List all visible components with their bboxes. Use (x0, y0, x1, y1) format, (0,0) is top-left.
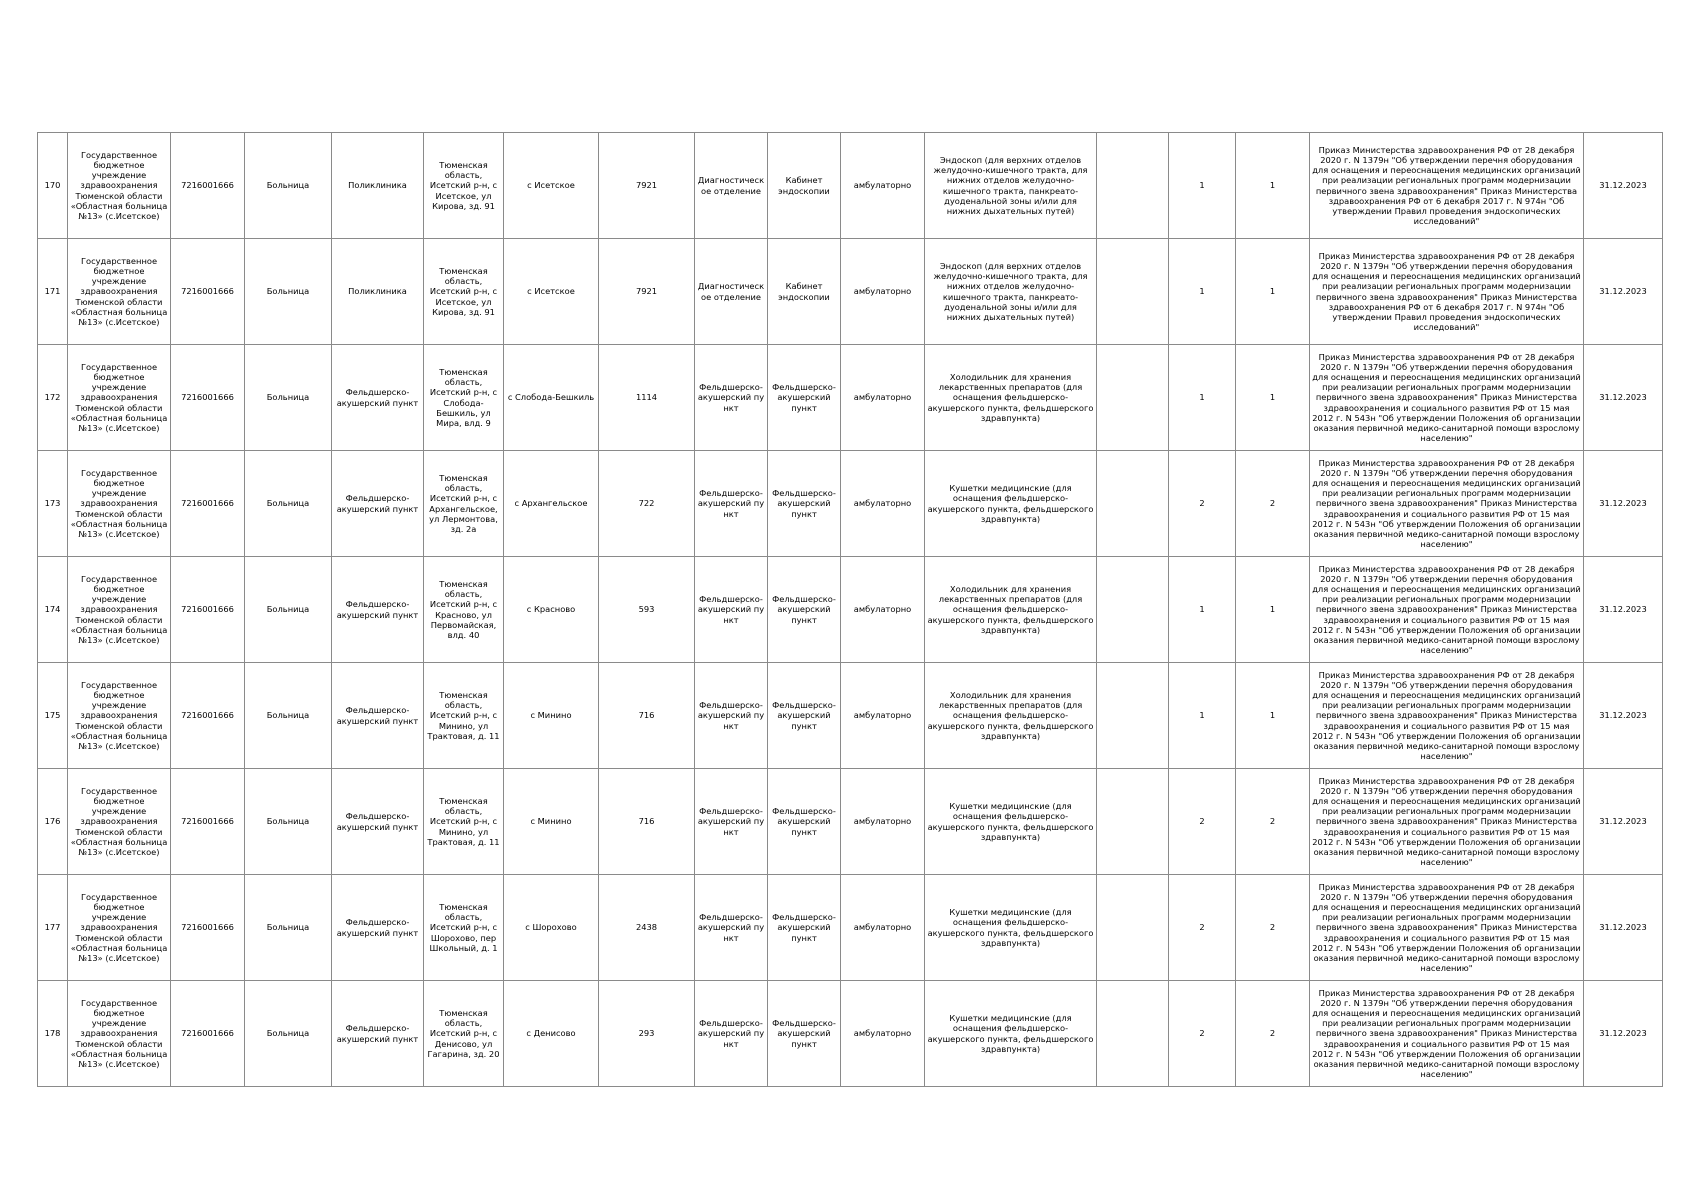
unit-cell: Поликлиника (332, 133, 424, 239)
care-mode-cell: амбулаторно (841, 557, 925, 663)
empty-cell-1 (1097, 239, 1169, 345)
empty-cell-1 (1097, 875, 1169, 981)
quantity-cell-2: 1 (1236, 345, 1310, 451)
empty-cell-1 (1097, 133, 1169, 239)
organization-cell: Государственное бюджетное учреждение здравоохранения Тюменской области «Областная больница №13» (с.Исетское) (68, 663, 171, 769)
equipment-table (37, 132, 1663, 1087)
quantity-cell-1: 1 (1169, 345, 1236, 451)
inn-cell: 7216001666 (171, 345, 245, 451)
row-number-cell: 177 (38, 875, 68, 981)
department-cell: Фельдшерско-акушерский пункт (695, 451, 768, 557)
equipment-cell: Кушетки медицинские (для оснащения фельдшерско-акушерского пункта, фельдшерского здравпункта) (925, 451, 1097, 557)
locality-cell: с Красново (504, 557, 599, 663)
care-mode-cell: амбулаторно (841, 451, 925, 557)
equipment-cell: Кушетки медицинские (для оснащения фельдшерско-акушерского пункта, фельдшерского здравпункта) (925, 981, 1097, 1087)
table-row (38, 981, 1663, 1087)
department-cell: Фельдшерско-акушерский пункт (695, 557, 768, 663)
row-number-cell: 170 (38, 133, 68, 239)
address-cell: Тюменская область, Исетский р-н, с Шорохово, пер Школьный, д. 1 (424, 875, 504, 981)
quantity-cell-1: 1 (1169, 557, 1236, 663)
equipment-cell: Холодильник для хранения лекарственных препаратов (для оснащения фельдшерско-акушерского пункта, фельдшерского здравпункта) (925, 663, 1097, 769)
equipment-cell: Холодильник для хранения лекарственных препаратов (для оснащения фельдшерско-акушерского пункта, фельдшерского здравпункта) (925, 345, 1097, 451)
department-cell: Фельдшерско-акушерский пункт (695, 769, 768, 875)
equipment-cell: Холодильник для хранения лекарственных препаратов (для оснащения фельдшерско-акушерского пункта, фельдшерского здравпункта) (925, 557, 1097, 663)
population-cell: 2438 (599, 875, 695, 981)
due-date-cell: 31.12.2023 (1584, 875, 1663, 981)
due-date-cell: 31.12.2023 (1584, 345, 1663, 451)
organization-cell: Государственное бюджетное учреждение здравоохранения Тюменской области «Областная больница №13» (с.Исетское) (68, 345, 171, 451)
row-number-cell: 173 (38, 451, 68, 557)
room-cell: Фельдшерско-акушерский пункт (768, 875, 841, 981)
organization-cell: Государственное бюджетное учреждение здравоохранения Тюменской области «Областная больница №13» (с.Исетское) (68, 451, 171, 557)
table-row (38, 557, 1663, 663)
locality-cell: с Минино (504, 769, 599, 875)
locality-cell: с Слобода-Бешкиль (504, 345, 599, 451)
quantity-cell-2: 2 (1236, 769, 1310, 875)
regulation-cell: Приказ Министерства здравоохранения РФ от 28 декабря 2020 г. N 1379н "Об утверждении перечня оборудования для оснащения и переоснащения медицинских организаций при реализации региональных программ модернизации первичного звена здравоохранения" Приказ Министерства здравоохранения РФ от 6 декабря 2017 г. N 974н "Об утверждении Правил проведения эндоскопических исследований" (1310, 239, 1584, 345)
quantity-cell-1: 1 (1169, 133, 1236, 239)
unit-cell: Фельдшерско-акушерский пункт (332, 875, 424, 981)
quantity-cell-2: 2 (1236, 451, 1310, 557)
institution-type-cell: Больница (245, 557, 332, 663)
inn-cell: 7216001666 (171, 769, 245, 875)
room-cell: Фельдшерско-акушерский пункт (768, 663, 841, 769)
table-row (38, 133, 1663, 239)
population-cell: 716 (599, 663, 695, 769)
quantity-cell-2: 1 (1236, 239, 1310, 345)
regulation-cell: Приказ Министерства здравоохранения РФ от 28 декабря 2020 г. N 1379н "Об утверждении перечня оборудования для оснащения и переоснащения медицинских организаций при реализации региональных программ модернизации первичного звена здравоохранения" Приказ Министерства здравоохранения и социального развития РФ от 15 мая 2012 г. N 543н "Об утверждении Положения об организации оказания первичной медико-санитарной помощи взрослому населению" (1310, 875, 1584, 981)
unit-cell: Фельдшерско-акушерский пункт (332, 769, 424, 875)
care-mode-cell: амбулаторно (841, 981, 925, 1087)
address-cell: Тюменская область, Исетский р-н, с Исетское, ул Кирова, зд. 91 (424, 239, 504, 345)
unit-cell: Поликлиника (332, 239, 424, 345)
institution-type-cell: Больница (245, 981, 332, 1087)
row-number-cell: 174 (38, 557, 68, 663)
institution-type-cell: Больница (245, 133, 332, 239)
equipment-cell: Эндоскоп (для верхних отделов желудочно-кишечного тракта, для нижних отделов желудочно-кишечного тракта, панкреато-дуоденальной зоны и/или для нижних дыхательных путей) (925, 133, 1097, 239)
inn-cell: 7216001666 (171, 239, 245, 345)
organization-cell: Государственное бюджетное учреждение здравоохранения Тюменской области «Областная больница №13» (с.Исетское) (68, 133, 171, 239)
locality-cell: с Минино (504, 663, 599, 769)
due-date-cell: 31.12.2023 (1584, 981, 1663, 1087)
room-cell: Кабинет эндоскопии (768, 239, 841, 345)
quantity-cell-2: 2 (1236, 875, 1310, 981)
locality-cell: с Денисово (504, 981, 599, 1087)
institution-type-cell: Больница (245, 663, 332, 769)
department-cell: Фельдшерско-акушерский пункт (695, 345, 768, 451)
address-cell: Тюменская область, Исетский р-н, с Исетское, ул Кирова, зд. 91 (424, 133, 504, 239)
row-number-cell: 171 (38, 239, 68, 345)
table-row (38, 875, 1663, 981)
regulation-cell: Приказ Министерства здравоохранения РФ от 28 декабря 2020 г. N 1379н "Об утверждении перечня оборудования для оснащения и переоснащения медицинских организаций при реализации региональных программ модернизации первичного звена здравоохранения" Приказ Министерства здравоохранения и социального развития РФ от 15 мая 2012 г. N 543н "Об утверждении Положения об организации оказания первичной медико-санитарной помощи взрослому населению" (1310, 769, 1584, 875)
unit-cell: Фельдшерско-акушерский пункт (332, 663, 424, 769)
table-row (38, 345, 1663, 451)
population-cell: 716 (599, 769, 695, 875)
department-cell: Фельдшерско-акушерский пункт (695, 875, 768, 981)
quantity-cell-2: 2 (1236, 981, 1310, 1087)
population-cell: 7921 (599, 133, 695, 239)
address-cell: Тюменская область, Исетский р-н, с Минино, ул Трактовая, д. 11 (424, 769, 504, 875)
population-cell: 7921 (599, 239, 695, 345)
room-cell: Фельдшерско-акушерский пункт (768, 769, 841, 875)
department-cell: Фельдшерско-акушерский пункт (695, 663, 768, 769)
population-cell: 1114 (599, 345, 695, 451)
row-number-cell: 175 (38, 663, 68, 769)
inn-cell: 7216001666 (171, 133, 245, 239)
quantity-cell-1: 2 (1169, 875, 1236, 981)
regulation-cell: Приказ Министерства здравоохранения РФ от 28 декабря 2020 г. N 1379н "Об утверждении перечня оборудования для оснащения и переоснащения медицинских организаций при реализации региональных программ модернизации первичного звена здравоохранения" Приказ Министерства здравоохранения и социального развития РФ от 15 мая 2012 г. N 543н "Об утверждении Положения об организации оказания первичной медико-санитарной помощи взрослому населению" (1310, 981, 1584, 1087)
address-cell: Тюменская область, Исетский р-н, с Денисово, ул Гагарина, зд. 20 (424, 981, 504, 1087)
room-cell: Фельдшерско-акушерский пункт (768, 345, 841, 451)
unit-cell: Фельдшерско-акушерский пункт (332, 981, 424, 1087)
department-cell: Диагностическое отделение (695, 239, 768, 345)
table-row (38, 451, 1663, 557)
quantity-cell-1: 1 (1169, 239, 1236, 345)
address-cell: Тюменская область, Исетский р-н, с Минино, ул Трактовая, д. 11 (424, 663, 504, 769)
locality-cell: с Шорохово (504, 875, 599, 981)
care-mode-cell: амбулаторно (841, 239, 925, 345)
unit-cell: Фельдшерско-акушерский пункт (332, 345, 424, 451)
row-number-cell: 176 (38, 769, 68, 875)
table-row (38, 239, 1663, 345)
quantity-cell-2: 1 (1236, 663, 1310, 769)
population-cell: 293 (599, 981, 695, 1087)
care-mode-cell: амбулаторно (841, 345, 925, 451)
quantity-cell-1: 2 (1169, 981, 1236, 1087)
population-cell: 593 (599, 557, 695, 663)
room-cell: Фельдшерско-акушерский пункт (768, 557, 841, 663)
room-cell: Кабинет эндоскопии (768, 133, 841, 239)
table-row (38, 769, 1663, 875)
due-date-cell: 31.12.2023 (1584, 769, 1663, 875)
regulation-cell: Приказ Министерства здравоохранения РФ от 28 декабря 2020 г. N 1379н "Об утверждении перечня оборудования для оснащения и переоснащения медицинских организаций при реализации региональных программ модернизации первичного звена здравоохранения" Приказ Министерства здравоохранения и социального развития РФ от 15 мая 2012 г. N 543н "Об утверждении Положения об организации оказания первичной медико-санитарной помощи взрослому населению" (1310, 451, 1584, 557)
row-number-cell: 172 (38, 345, 68, 451)
institution-type-cell: Больница (245, 769, 332, 875)
care-mode-cell: амбулаторно (841, 133, 925, 239)
organization-cell: Государственное бюджетное учреждение здравоохранения Тюменской области «Областная больница №13» (с.Исетское) (68, 239, 171, 345)
empty-cell-1 (1097, 769, 1169, 875)
population-cell: 722 (599, 451, 695, 557)
organization-cell: Государственное бюджетное учреждение здравоохранения Тюменской области «Областная больница №13» (с.Исетское) (68, 875, 171, 981)
inn-cell: 7216001666 (171, 981, 245, 1087)
regulation-cell: Приказ Министерства здравоохранения РФ от 28 декабря 2020 г. N 1379н "Об утверждении перечня оборудования для оснащения и переоснащения медицинских организаций при реализации региональных программ модернизации первичного звена здравоохранения" Приказ Министерства здравоохранения и социального развития РФ от 15 мая 2012 г. N 543н "Об утверждении Положения об организации оказания первичной медико-санитарной помощи взрослому населению" (1310, 663, 1584, 769)
institution-type-cell: Больница (245, 345, 332, 451)
locality-cell: с Исетское (504, 133, 599, 239)
department-cell: Фельдшерско-акушерский пункт (695, 981, 768, 1087)
due-date-cell: 31.12.2023 (1584, 663, 1663, 769)
organization-cell: Государственное бюджетное учреждение здравоохранения Тюменской области «Областная больница №13» (с.Исетское) (68, 557, 171, 663)
institution-type-cell: Больница (245, 875, 332, 981)
due-date-cell: 31.12.2023 (1584, 239, 1663, 345)
inn-cell: 7216001666 (171, 557, 245, 663)
regulation-cell: Приказ Министерства здравоохранения РФ от 28 декабря 2020 г. N 1379н "Об утверждении перечня оборудования для оснащения и переоснащения медицинских организаций при реализации региональных программ модернизации первичного звена здравоохранения" Приказ Министерства здравоохранения и социального развития РФ от 15 мая 2012 г. N 543н "Об утверждении Положения об организации оказания первичной медико-санитарной помощи взрослому населению" (1310, 557, 1584, 663)
address-cell: Тюменская область, Исетский р-н, с Архангельское, ул Лермонтова, зд. 2а (424, 451, 504, 557)
regulation-cell: Приказ Министерства здравоохранения РФ от 28 декабря 2020 г. N 1379н "Об утверждении перечня оборудования для оснащения и переоснащения медицинских организаций при реализации региональных программ модернизации первичного звена здравоохранения" Приказ Министерства здравоохранения и социального развития РФ от 15 мая 2012 г. N 543н "Об утверждении Положения об организации оказания первичной медико-санитарной помощи взрослому населению" (1310, 345, 1584, 451)
table-row (38, 663, 1663, 769)
room-cell: Фельдшерско-акушерский пункт (768, 451, 841, 557)
quantity-cell-1: 1 (1169, 663, 1236, 769)
due-date-cell: 31.12.2023 (1584, 133, 1663, 239)
empty-cell-1 (1097, 557, 1169, 663)
department-cell: Диагностическое отделение (695, 133, 768, 239)
locality-cell: с Архангельское (504, 451, 599, 557)
unit-cell: Фельдшерско-акушерский пункт (332, 557, 424, 663)
quantity-cell-1: 2 (1169, 451, 1236, 557)
equipment-cell: Кушетки медицинские (для оснащения фельдшерско-акушерского пункта, фельдшерского здравпункта) (925, 875, 1097, 981)
address-cell: Тюменская область, Исетский р-н, с Красново, ул Первомайская, влд. 40 (424, 557, 504, 663)
quantity-cell-2: 1 (1236, 557, 1310, 663)
care-mode-cell: амбулаторно (841, 663, 925, 769)
row-number-cell: 178 (38, 981, 68, 1087)
care-mode-cell: амбулаторно (841, 875, 925, 981)
empty-cell-1 (1097, 981, 1169, 1087)
address-cell: Тюменская область, Исетский р-н, с Слобода-Бешкиль, ул Мира, влд. 9 (424, 345, 504, 451)
organization-cell: Государственное бюджетное учреждение здравоохранения Тюменской области «Областная больница №13» (с.Исетское) (68, 769, 171, 875)
equipment-cell: Кушетки медицинские (для оснащения фельдшерско-акушерского пункта, фельдшерского здравпункта) (925, 769, 1097, 875)
regulation-cell: Приказ Министерства здравоохранения РФ от 28 декабря 2020 г. N 1379н "Об утверждении перечня оборудования для оснащения и переоснащения медицинских организаций при реализации региональных программ модернизации первичного звена здравоохранения" Приказ Министерства здравоохранения РФ от 6 декабря 2017 г. N 974н "Об утверждении Правил проведения эндоскопических исследований" (1310, 133, 1584, 239)
unit-cell: Фельдшерско-акушерский пункт (332, 451, 424, 557)
quantity-cell-2: 1 (1236, 133, 1310, 239)
care-mode-cell: амбулаторно (841, 769, 925, 875)
empty-cell-1 (1097, 345, 1169, 451)
due-date-cell: 31.12.2023 (1584, 557, 1663, 663)
institution-type-cell: Больница (245, 239, 332, 345)
quantity-cell-1: 2 (1169, 769, 1236, 875)
inn-cell: 7216001666 (171, 875, 245, 981)
empty-cell-1 (1097, 663, 1169, 769)
room-cell: Фельдшерско-акушерский пункт (768, 981, 841, 1087)
organization-cell: Государственное бюджетное учреждение здравоохранения Тюменской области «Областная больница №13» (с.Исетское) (68, 981, 171, 1087)
inn-cell: 7216001666 (171, 451, 245, 557)
equipment-cell: Эндоскоп (для верхних отделов желудочно-кишечного тракта, для нижних отделов желудочно-кишечного тракта, панкреато-дуоденальной зоны и/или для нижних дыхательных путей) (925, 239, 1097, 345)
locality-cell: с Исетское (504, 239, 599, 345)
due-date-cell: 31.12.2023 (1584, 451, 1663, 557)
inn-cell: 7216001666 (171, 663, 245, 769)
institution-type-cell: Больница (245, 451, 332, 557)
empty-cell-1 (1097, 451, 1169, 557)
